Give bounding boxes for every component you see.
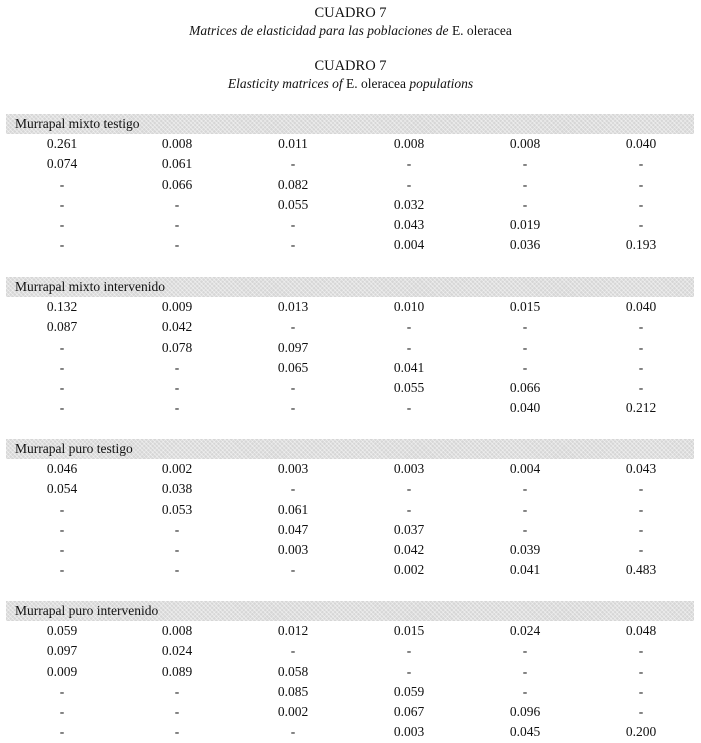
matrix-cell: -	[174, 359, 180, 375]
matrix-cell: -	[406, 156, 412, 172]
matrix-row	[0, 682, 701, 702]
matrix-row	[0, 500, 701, 520]
matrix-cell: 0.089	[161, 663, 193, 679]
matrix-cell: 0.074	[46, 156, 78, 172]
matrix-cell: -	[290, 400, 296, 416]
matrix-cell: -	[290, 380, 296, 396]
matrix-cell: -	[59, 704, 65, 720]
matrix-cell: 0.004	[393, 237, 425, 253]
matrix-cell: -	[290, 562, 296, 578]
title-block-english	[0, 57, 701, 93]
matrix-cell: 0.040	[625, 136, 657, 151]
matrix-cell: -	[59, 359, 65, 375]
matrix-row	[0, 358, 701, 378]
matrix-cell: 0.059	[393, 683, 425, 699]
matrix-cell: 0.003	[277, 542, 309, 558]
matrix-cell: -	[174, 196, 180, 212]
matrix-cell: 0.132	[46, 299, 78, 314]
matrix-cell: 0.047	[277, 521, 309, 537]
matrix-cell: -	[406, 400, 412, 416]
matrix-cell: -	[59, 400, 65, 416]
matrix-cell: -	[59, 562, 65, 578]
matrix-cell: 0.008	[509, 136, 541, 151]
matrix-cell: -	[638, 217, 644, 233]
table-label-es: CUADRO 7	[314, 5, 387, 21]
matrix-cell: 0.483	[625, 562, 657, 578]
matrix-cell: 0.015	[393, 623, 425, 638]
matrix-cell: 0.042	[161, 319, 193, 335]
matrix-cell: -	[290, 217, 296, 233]
matrix-cell: -	[522, 319, 528, 335]
matrix-row	[0, 722, 701, 742]
matrix-cell: 0.200	[625, 724, 657, 740]
matrix-cell: 0.019	[509, 217, 541, 233]
matrix-cell: 0.039	[509, 542, 541, 558]
matrix-cell: 0.061	[277, 501, 309, 517]
matrix-cell: -	[59, 217, 65, 233]
matrix-cell: 0.046	[46, 461, 78, 476]
matrix-cell: -	[59, 683, 65, 699]
matrix-row	[0, 317, 701, 337]
matrix-cell: -	[406, 663, 412, 679]
matrix-cell: 0.042	[393, 542, 425, 558]
matrix-cell: 0.067	[393, 704, 425, 720]
matrix-cell: -	[638, 176, 644, 192]
matrix-cell: 0.040	[625, 299, 657, 314]
matrix-cell: -	[522, 196, 528, 212]
matrix-cell: -	[406, 319, 412, 335]
table-caption-en	[0, 75, 701, 93]
matrix-cell: 0.041	[393, 359, 425, 375]
matrix-cell: 0.059	[46, 623, 78, 638]
matrix-cell: -	[174, 380, 180, 396]
matrix-section	[0, 277, 701, 419]
matrix-row	[0, 338, 701, 358]
matrix-cell: -	[638, 196, 644, 212]
matrix-cell: -	[638, 683, 644, 699]
matrix-cell: 0.043	[625, 461, 657, 476]
matrix-cell: 0.008	[393, 136, 425, 151]
matrix-cell: 0.002	[161, 461, 193, 476]
matrix-cell: 0.097	[277, 339, 309, 355]
matrix-cell: -	[522, 663, 528, 679]
matrix-cell: 0.041	[509, 562, 541, 578]
matrix-cell: -	[59, 724, 65, 740]
matrix-cell: -	[638, 542, 644, 558]
matrix-cell: -	[522, 481, 528, 497]
matrix-row	[0, 398, 701, 418]
matrix-cell: -	[174, 724, 180, 740]
caption-es-species: E. oleracea	[451, 23, 512, 38]
matrix-cell: 0.011	[278, 136, 308, 151]
section-header: Murrapal puro testigo	[6, 439, 694, 459]
matrix-cell: -	[638, 663, 644, 679]
matrix-row	[0, 560, 701, 580]
matrix-cell: 0.003	[393, 461, 425, 476]
matrix-row	[0, 662, 701, 682]
matrix-cell: -	[290, 643, 296, 659]
matrix-cell: -	[406, 481, 412, 497]
matrix-cell: 0.008	[161, 136, 193, 151]
caption-es-text: Matrices de elasticidad para las poblaciones de	[189, 23, 452, 38]
matrix-cell: -	[522, 501, 528, 517]
matrix-cell: -	[638, 319, 644, 335]
matrix-cell: -	[406, 643, 412, 659]
matrix-cell: 0.061	[161, 156, 193, 172]
section-header: Murrapal puro intervenido	[6, 601, 694, 621]
matrix-cell: 0.009	[46, 663, 78, 679]
matrix-cell: 0.082	[277, 176, 309, 192]
matrix-cell: -	[638, 521, 644, 537]
section-header: Murrapal mixto intervenido	[6, 277, 694, 297]
matrix-cell: -	[290, 724, 296, 740]
matrix-cell: -	[174, 683, 180, 699]
matrix-row	[0, 175, 701, 195]
table-caption-es	[0, 22, 701, 40]
matrix-cell: 0.043	[393, 217, 425, 233]
matrix-cell: -	[59, 380, 65, 396]
matrix-cell: 0.066	[161, 176, 193, 192]
matrix-cell: -	[59, 501, 65, 517]
matrix-cell: -	[638, 156, 644, 172]
matrix-cell: 0.040	[509, 400, 541, 416]
matrix-cell: 0.078	[161, 339, 193, 355]
matrix-cell: 0.003	[277, 461, 309, 476]
matrix-section	[0, 601, 701, 743]
matrix-cell: 0.055	[277, 196, 309, 212]
matrix-row	[0, 479, 701, 499]
matrix-cell: 0.012	[277, 623, 309, 638]
table-label-en: CUADRO 7	[314, 58, 387, 74]
matrix-cell: -	[638, 501, 644, 517]
caption-en-species: E. oleracea	[346, 76, 406, 91]
matrix-row	[0, 540, 701, 560]
matrix-cell: 0.097	[46, 643, 78, 659]
matrix-row	[0, 459, 701, 479]
matrix-cell: -	[290, 319, 296, 335]
matrix-section	[0, 114, 701, 256]
matrix-cell: 0.032	[393, 196, 425, 212]
caption-en-text: Elasticity matrices of	[227, 76, 346, 91]
matrix-cell: 0.003	[393, 724, 425, 740]
matrix-cell: -	[638, 380, 644, 396]
matrix-cell: -	[638, 643, 644, 659]
title-block-spanish	[0, 4, 701, 40]
matrix-cell: -	[174, 217, 180, 233]
matrix-cell: -	[174, 562, 180, 578]
matrix-row	[0, 215, 701, 235]
matrix-row	[0, 621, 701, 641]
matrix-cell: 0.015	[509, 299, 541, 314]
matrix-cell: -	[522, 359, 528, 375]
matrix-cell: 0.066	[509, 380, 541, 396]
matrix-cell: 0.036	[509, 237, 541, 253]
matrix-cell: 0.009	[161, 299, 193, 314]
matrix-cell: 0.054	[46, 481, 78, 497]
section-header: Murrapal mixto testigo	[6, 114, 694, 134]
matrix-cell: -	[59, 196, 65, 212]
matrix-cell: 0.002	[393, 562, 425, 578]
matrix-row	[0, 154, 701, 174]
matrix-cell: -	[522, 521, 528, 537]
matrix-row	[0, 235, 701, 255]
matrix-row	[0, 520, 701, 540]
matrix-cell: -	[59, 176, 65, 192]
matrix-cell: 0.065	[277, 359, 309, 375]
matrix-cell: -	[638, 339, 644, 355]
matrix-cell: -	[522, 156, 528, 172]
matrix-cell: -	[406, 501, 412, 517]
matrix-row	[0, 134, 701, 154]
matrix-cell: 0.038	[161, 481, 193, 497]
matrix-row	[0, 641, 701, 661]
matrix-cell: -	[290, 481, 296, 497]
matrix-cell: -	[174, 400, 180, 416]
matrix-cell: 0.096	[509, 704, 541, 720]
matrix-cell: -	[290, 237, 296, 253]
matrix-cell: 0.010	[393, 299, 425, 314]
matrix-cell: -	[59, 542, 65, 558]
matrix-cell: 0.053	[161, 501, 193, 517]
matrix-cell: -	[638, 359, 644, 375]
matrix-cell: 0.087	[46, 319, 78, 335]
matrix-row	[0, 195, 701, 215]
matrix-cell: -	[522, 339, 528, 355]
matrix-cell: 0.193	[625, 237, 657, 253]
matrix-cell: 0.037	[393, 521, 425, 537]
matrix-row	[0, 297, 701, 317]
matrix-cell: -	[174, 237, 180, 253]
matrix-cell: 0.002	[277, 704, 309, 720]
matrix-cell: -	[638, 704, 644, 720]
matrix-cell: 0.045	[509, 724, 541, 740]
matrix-cell: 0.013	[277, 299, 309, 314]
matrix-cell: -	[406, 176, 412, 192]
matrix-cell: 0.004	[509, 461, 541, 476]
matrix-cell: -	[290, 156, 296, 172]
matrix-cell: -	[522, 176, 528, 192]
caption-en-tail: populations	[405, 76, 474, 91]
matrix-row	[0, 702, 701, 722]
matrix-cell: -	[174, 521, 180, 537]
matrix-cell: -	[522, 643, 528, 659]
matrix-cell: 0.261	[46, 136, 78, 151]
matrix-cell: 0.024	[509, 623, 541, 638]
matrix-cell: 0.058	[277, 663, 309, 679]
matrix-cell: -	[59, 237, 65, 253]
matrix-cell: 0.048	[625, 623, 657, 638]
matrix-cell: -	[59, 521, 65, 537]
matrix-row	[0, 378, 701, 398]
matrix-cell: 0.055	[393, 380, 425, 396]
matrix-cell: -	[174, 704, 180, 720]
matrix-cell: -	[174, 542, 180, 558]
matrix-cell: 0.008	[161, 623, 193, 638]
matrix-cell: -	[406, 339, 412, 355]
matrix-cell: -	[638, 481, 644, 497]
matrix-cell: 0.024	[161, 643, 193, 659]
matrix-cell: 0.212	[625, 400, 657, 416]
matrix-section	[0, 439, 701, 581]
matrix-cell: 0.085	[277, 683, 309, 699]
matrix-cell: -	[59, 339, 65, 355]
matrix-cell: -	[522, 683, 528, 699]
